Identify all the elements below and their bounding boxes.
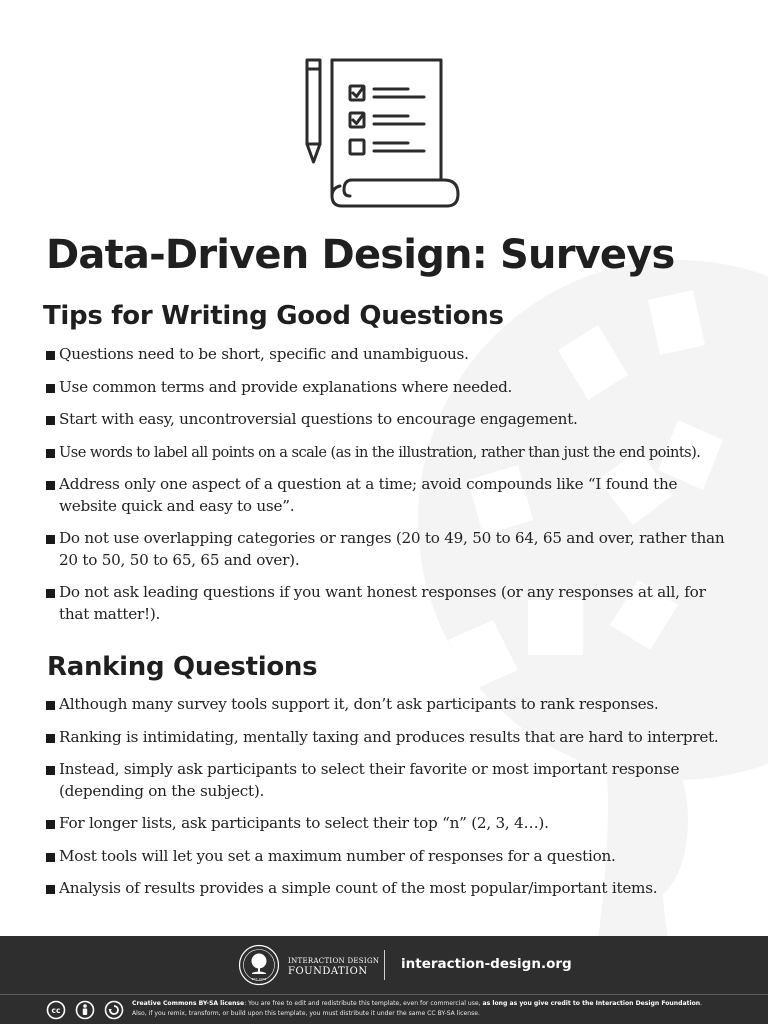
share-alike-icon [106,1002,123,1019]
footer-bar [0,936,768,994]
bullet-icon [46,734,55,743]
website-link[interactable]: interaction-design.org [401,956,572,972]
list-item: For longer lists, ask participants to select their top “n” (2, 3, 4…). [46,813,736,835]
bullet-icon [46,384,55,393]
ranking-list [46,694,736,911]
svg-text:cc: cc [51,1005,61,1015]
bullet-icon [46,481,55,490]
seal-text: EST. 2002 [251,977,267,981]
bullet-icon [46,351,55,360]
checklist-scroll-with-pencil-icon [302,56,462,212]
page-title: Data-Driven Design: Surveys [46,232,675,278]
list-item: Instead, simply ask participants to select their favorite or most important response (depending on the subject). [46,759,736,802]
bullet-icon [46,885,55,894]
bullet-icon [46,766,55,775]
license-bar [0,994,768,1024]
section-heading-ranking: Ranking Questions [47,652,318,682]
bullet-icon [46,449,55,458]
list-item: Ranking is intimidating, mentally taxing and produces results that are hard to interpret. [46,727,736,749]
list-item: Questions need to be short, specific and unambiguous. [46,344,736,366]
bullet-icon [46,820,55,829]
foundation-seal-icon [238,944,280,986]
list-item: Address only one aspect of a question at a time; avoid compounds like “I found the website quick and easy to use”. [46,474,736,517]
by-attribution-icon [77,1002,94,1019]
bullet-icon [46,589,55,598]
bullet-icon [46,535,55,544]
bullet-icon [46,853,55,862]
bullet-icon [46,701,55,710]
footer-divider [384,950,385,980]
section-heading-tips: Tips for Writing Good Questions [43,301,504,331]
list-item: Use words to label all points on a scale (as in the illustration, rather than just the end points). [46,442,736,464]
bullet-icon [46,416,55,425]
list-item: Start with easy, uncontroversial questions to encourage engagement. [46,409,736,431]
list-item: Although many survey tools support it, don’t ask participants to rank responses. [46,694,736,716]
list-item: Do not ask leading questions if you want honest responses (or any responses at all, for that matter!). [46,582,736,625]
list-item: Do not use overlapping categories or ranges (20 to 49, 50 to 64, 65 and over, rather than 20 to 50, 50 to 65, 65 and over). [46,528,736,571]
list-item: Most tools will let you set a maximum number of responses for a question. [46,846,736,868]
license-text: Creative Commons BY-SA license: You are free to edit and redistribute this template, even for commercial use, as long as you give credit to the Interaction Design Foundation. Also, if you remix, transform, or build upon this template, you must distribute it under the same CC BY-SA license. [132,1000,703,1017]
cc-license-icons [46,1000,124,1020]
list-item: Use common terms and provide explanations where needed. [46,377,736,399]
list-item: Analysis of results provides a simple count of the most popular/important items. [46,878,736,900]
tips-list [46,344,736,636]
foundation-logotype: INTERACTION DESIGN FOUNDATION [288,957,380,977]
